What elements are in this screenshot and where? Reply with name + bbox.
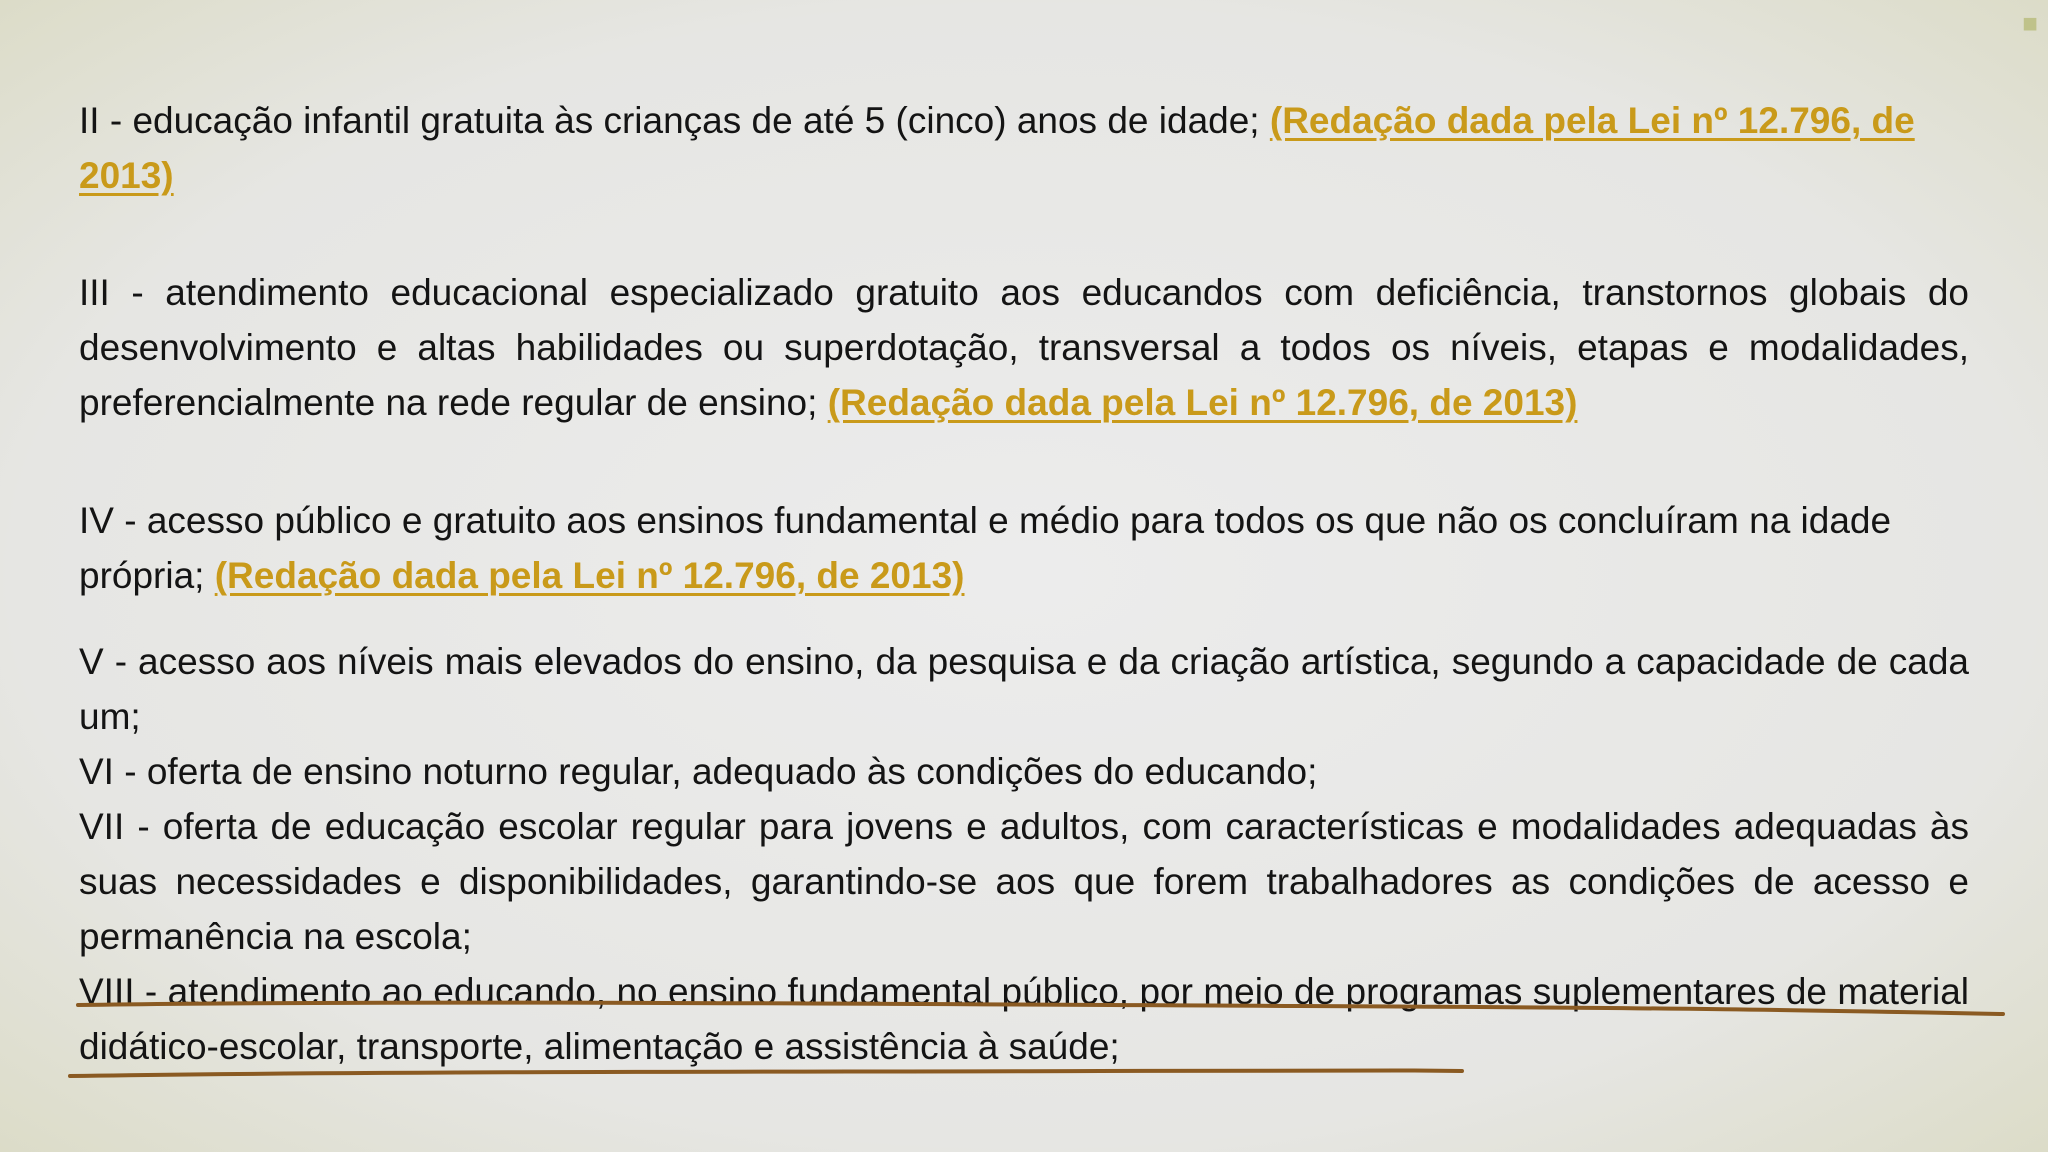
inciso-ii: [79, 93, 1969, 203]
inciso-viii: [79, 964, 1969, 1074]
inciso-iv: [79, 493, 1969, 603]
inciso-v: [79, 634, 1969, 744]
inciso-iii-reference-link[interactable]: (Redação dada pela Lei nº 12.796, de 2013): [827, 382, 1578, 423]
inciso-ii-reference-link[interactable]: (Redação dada pela Lei nº 12.796, de 2013): [79, 100, 1915, 196]
inciso-vi-text: VI - oferta de ensino noturno regular, adequado às condições do educando;: [79, 751, 1318, 792]
inciso-iii-text: III - atendimento educacional especializado gratuito aos educandos com deficiência, transtornos globais do desenvolvimento e altas habilidades ou superdotação, transversal a todos os níveis, etapas e modalidades, preferencialmente na rede regular de ensino;: [79, 272, 1969, 423]
inciso-viii-text: VIII - atendimento ao educando, no ensino fundamental público, por meio de programas suplementares de material didático-escolar, transporte, alimentação e assistência à saúde;: [79, 971, 1969, 1067]
inciso-vii-text: VII - oferta de educação escolar regular para jovens e adultos, com características e modalidades adequadas às suas necessidades e disponibilidades, garantindo-se aos que forem trabalhadores as condições de acesso e permanência na escola;: [79, 806, 1969, 957]
inciso-iv-text: IV - acesso público e gratuito aos ensinos fundamental e médio para todos os que não os concluíram na idade própria;: [79, 500, 1892, 596]
inciso-iii: [79, 265, 1969, 430]
inciso-ii-text: II - educação infantil gratuita às crianças de até 5 (cinco) anos de idade;: [79, 100, 1270, 141]
slide-corner-icon: ■: [2022, 8, 2038, 38]
inciso-vii: [79, 799, 1969, 964]
inciso-v-text: V - acesso aos níveis mais elevados do ensino, da pesquisa e da criação artística, segundo a capacidade de cada um;: [79, 641, 1969, 737]
inciso-iv-reference-link[interactable]: (Redação dada pela Lei nº 12.796, de 2013): [214, 555, 965, 596]
inciso-vi: [79, 744, 1969, 799]
